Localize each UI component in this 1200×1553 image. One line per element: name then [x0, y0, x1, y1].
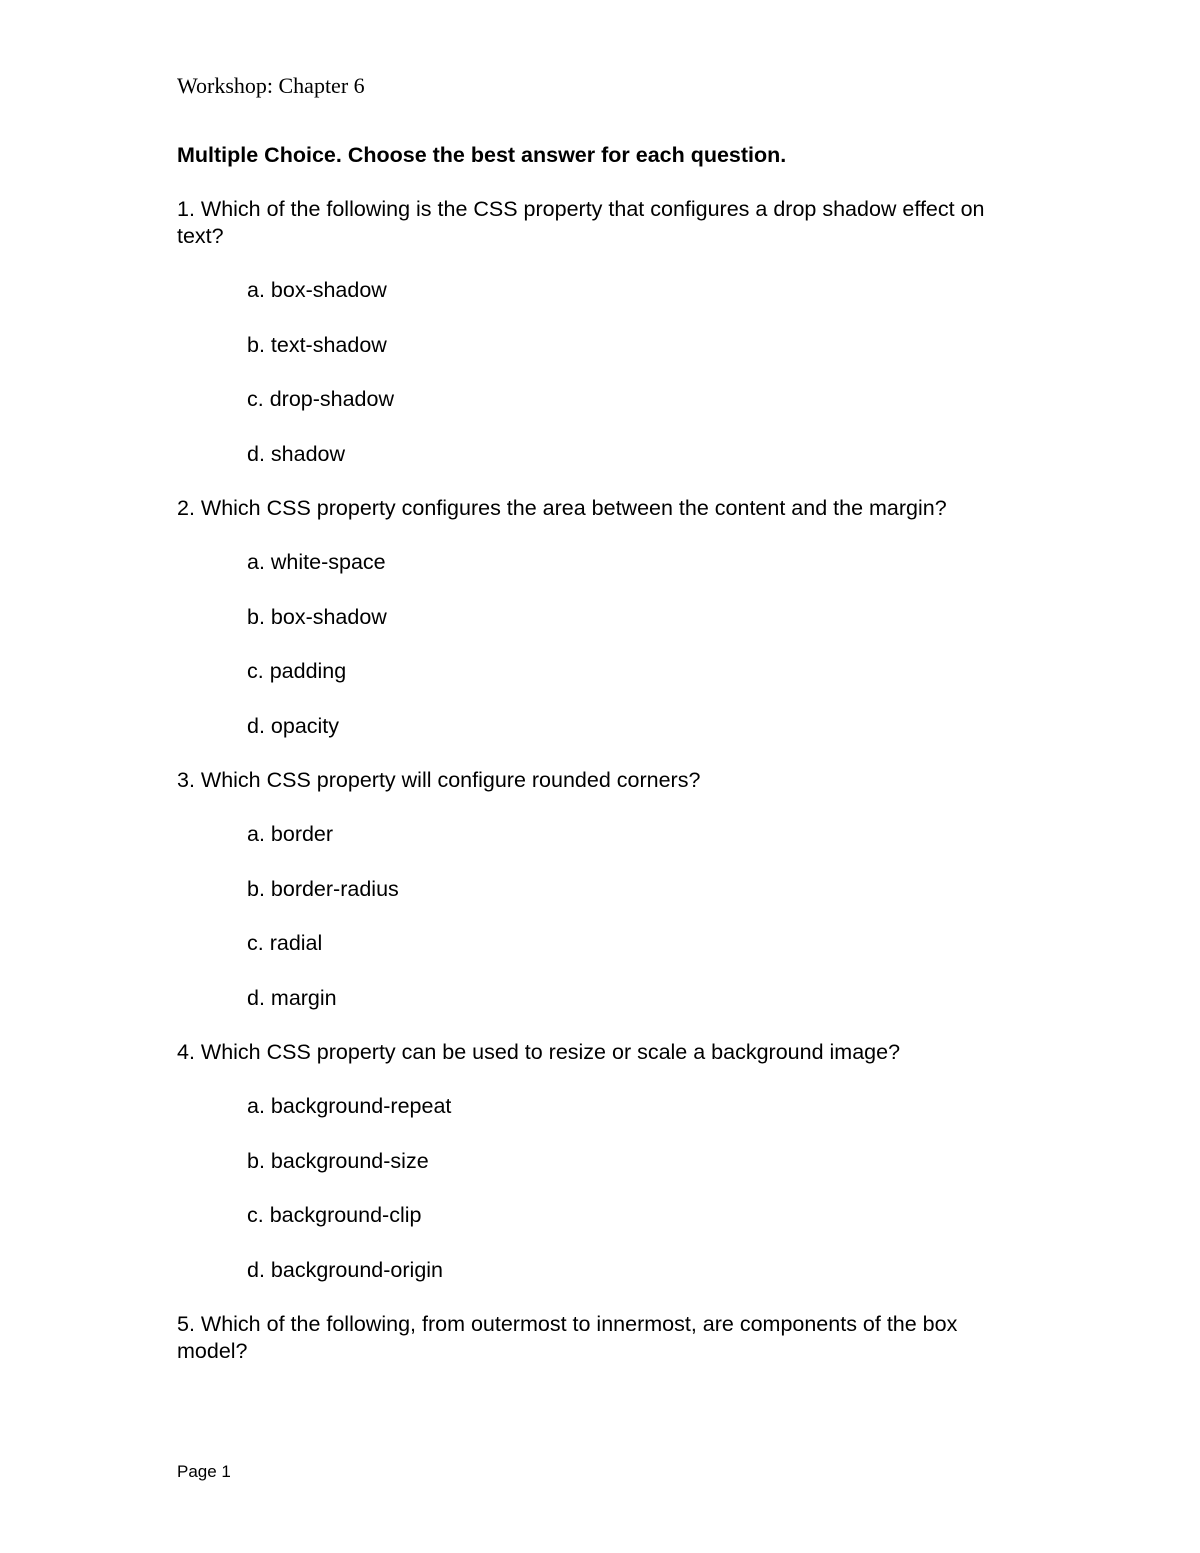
- answer-option: d. background-origin: [247, 1257, 444, 1282]
- answer-option: b. border-radius: [247, 876, 399, 901]
- question-text: 3. Which CSS property will configure rounded corners?: [177, 768, 701, 792]
- question-block: [177, 495, 1037, 740]
- question-block: [177, 196, 1037, 468]
- question-block: [177, 767, 1037, 1012]
- question-block: [177, 1039, 1037, 1284]
- page-header-title: Workshop: Chapter 6: [177, 73, 365, 98]
- answer-option: c. radial: [247, 931, 323, 955]
- answer-options: [177, 549, 1037, 740]
- question-text: 2. Which CSS property configures the area between the content and the margin?: [177, 496, 947, 520]
- page-number: Page 1: [177, 1462, 231, 1481]
- question-text: 4. Which CSS property can be used to resize or scale a background image?: [177, 1040, 901, 1064]
- answer-option: d. margin: [247, 985, 337, 1010]
- answer-option: a. box-shadow: [247, 278, 387, 302]
- answer-option: b. background-size: [247, 1148, 429, 1173]
- answer-option: d. shadow: [247, 441, 346, 466]
- answer-option: b. text-shadow: [247, 332, 387, 357]
- answer-option: c. drop-shadow: [247, 387, 394, 411]
- answer-option: b. box-shadow: [247, 604, 387, 629]
- quiz-content: [177, 142, 1037, 1392]
- answer-option: a. border: [247, 822, 334, 846]
- answer-option: a. white-space: [247, 550, 386, 574]
- answer-option: c. background-clip: [247, 1203, 422, 1227]
- quiz-instructions: Multiple Choice. Choose the best answer for each question.: [177, 143, 787, 167]
- answer-option: c. padding: [247, 659, 347, 683]
- answer-options: [177, 277, 1037, 468]
- answer-option: d. opacity: [247, 713, 340, 738]
- question-block: [177, 1311, 1037, 1365]
- answer-options: [177, 821, 1037, 1012]
- answer-option: a. background-repeat: [247, 1094, 452, 1118]
- question-text: 1. Which of the following is the CSS property that configures a drop shadow effect on text?: [177, 197, 985, 248]
- question-text: 5. Which of the following, from outermost to innermost, are components of the box model?: [177, 1312, 958, 1363]
- answer-options: [177, 1093, 1037, 1284]
